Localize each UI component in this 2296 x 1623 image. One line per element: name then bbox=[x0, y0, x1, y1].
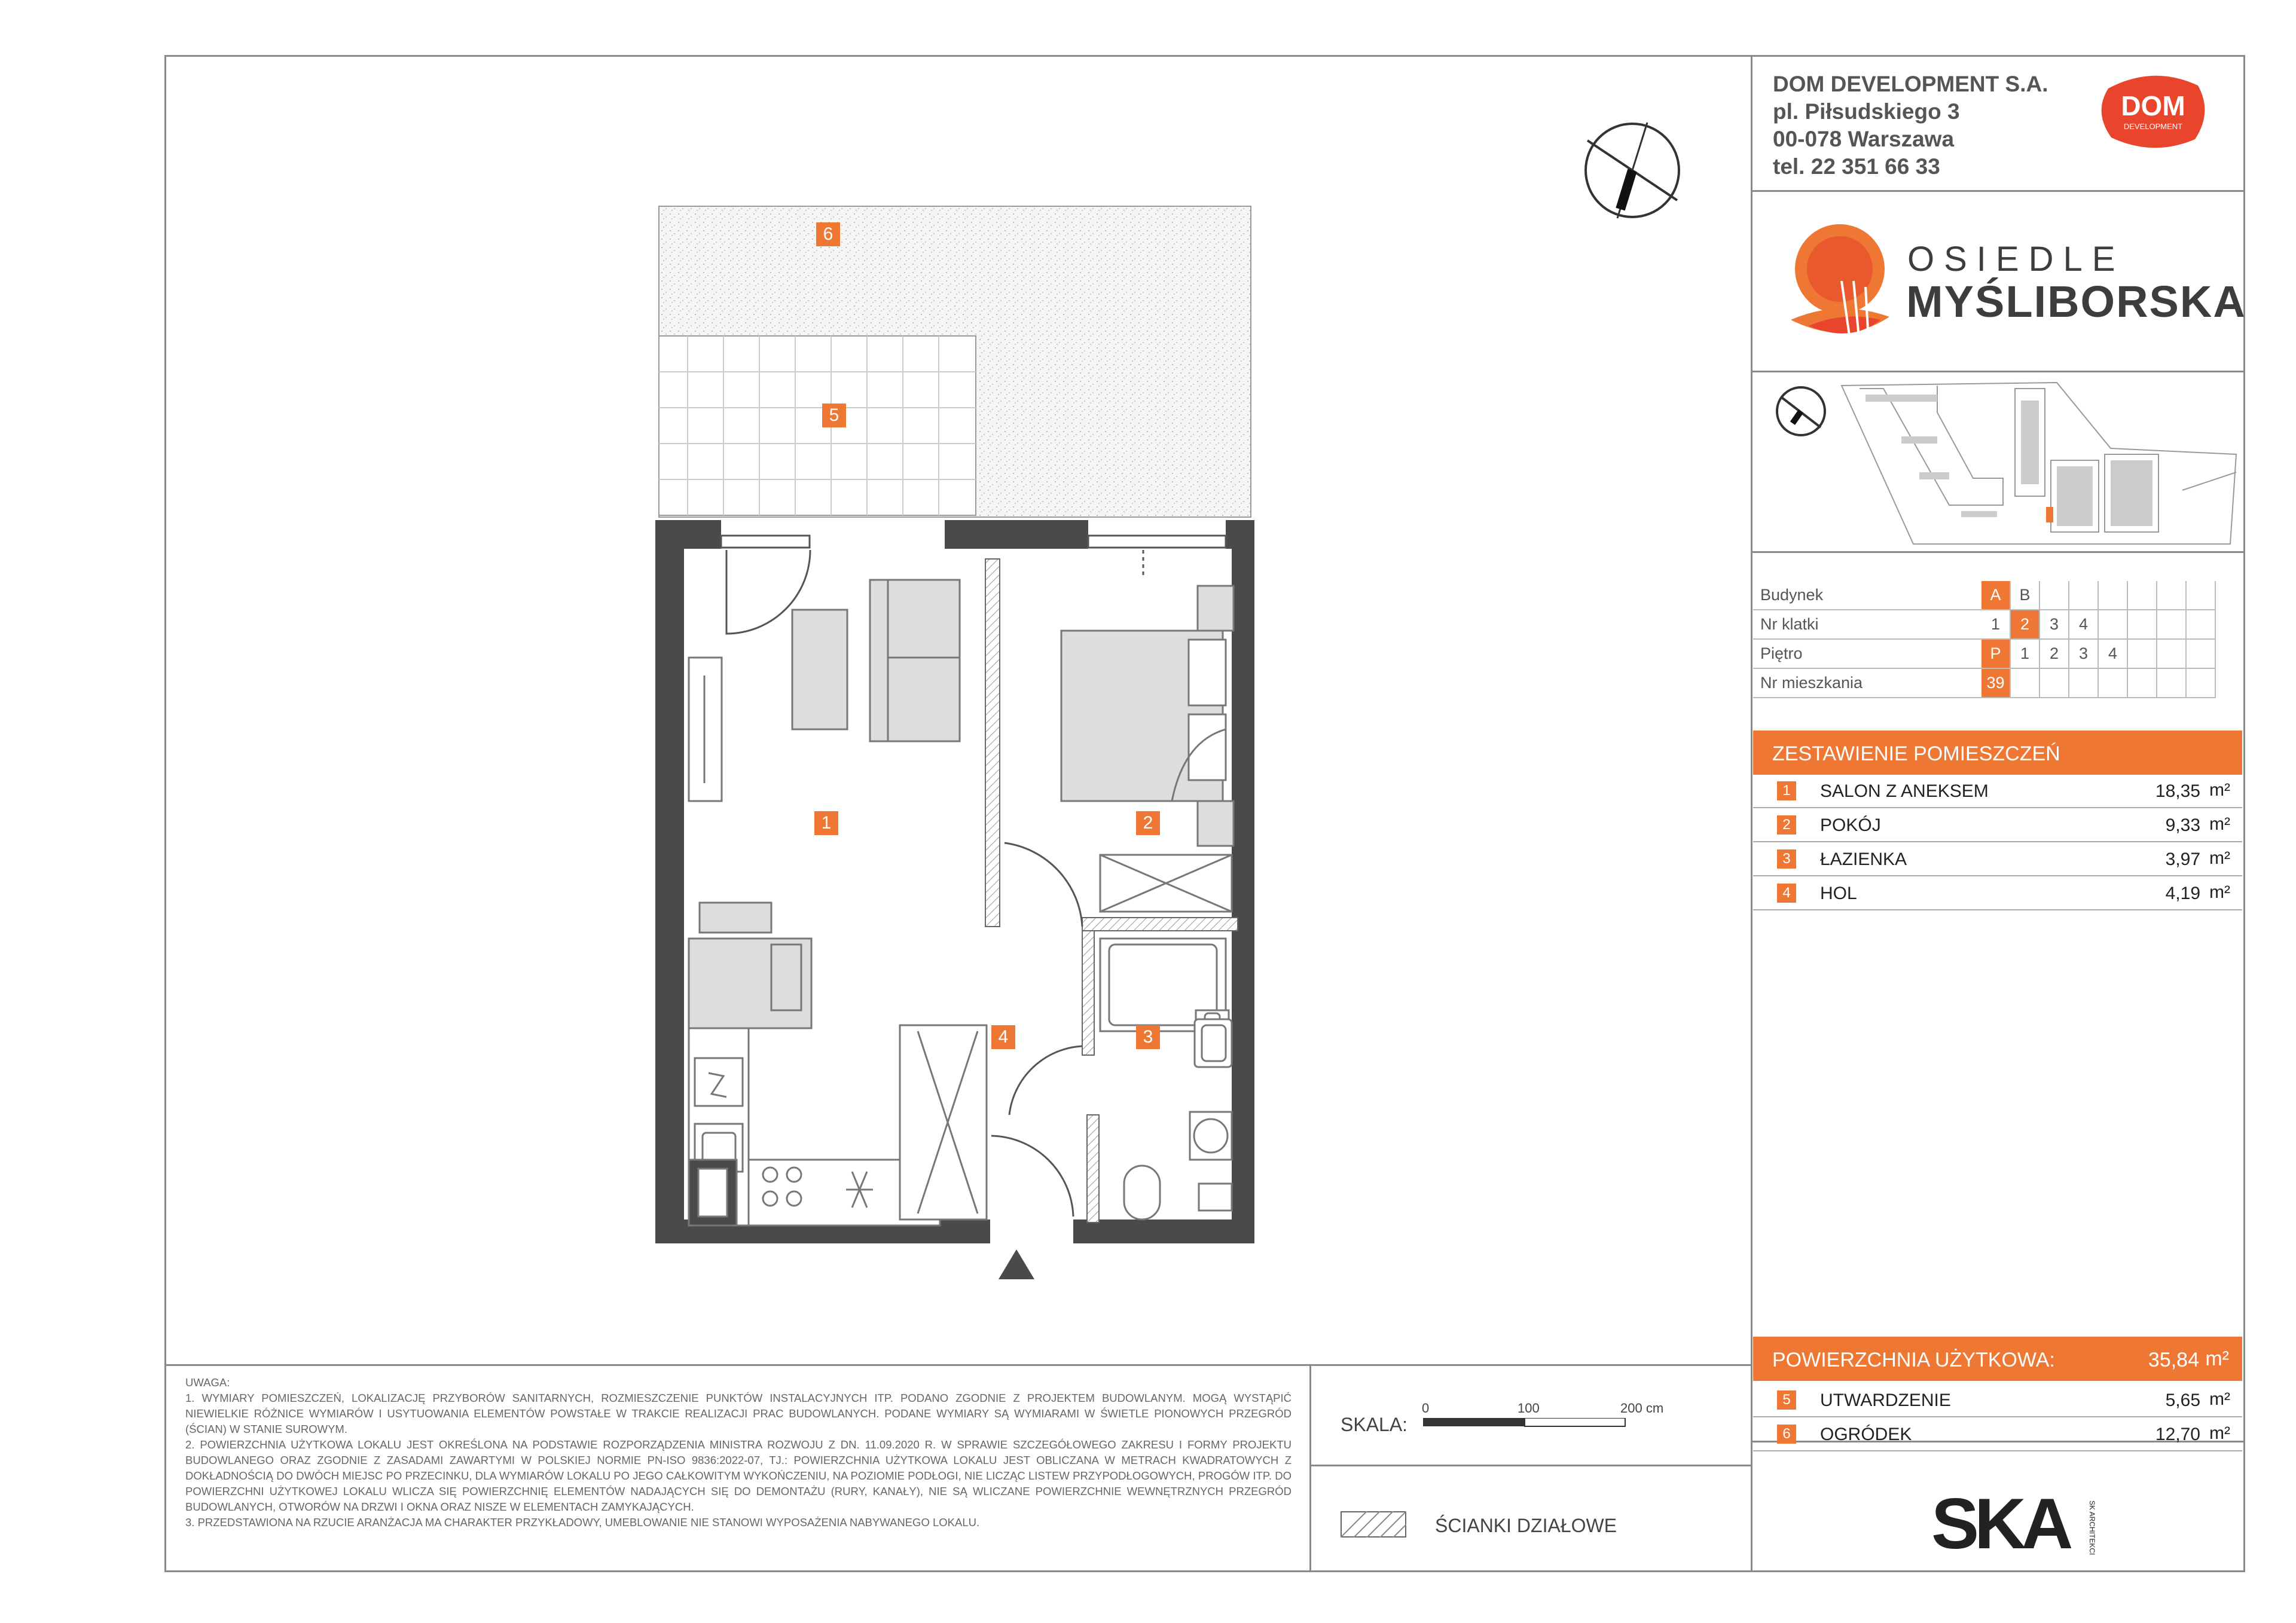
room-unit: m² bbox=[2209, 1423, 2230, 1443]
rooms-header-label: ZESTAWIENIE POMIESZCZEŃ bbox=[1772, 742, 2060, 765]
terrace-area bbox=[659, 336, 976, 515]
dining-set bbox=[689, 903, 811, 1028]
room-number: 5 bbox=[1777, 1390, 1796, 1410]
info-cell bbox=[2127, 668, 2157, 698]
info-cell bbox=[2039, 581, 2069, 610]
company-name: DOM DEVELOPMENT S.A. bbox=[1773, 72, 2048, 96]
notes-scale-divider bbox=[1309, 1364, 1311, 1572]
info-row-label: Piętro bbox=[1753, 639, 1981, 668]
note-2: 2. POWIERZCHNIA UŻYTKOWA LOKALU JEST OKREŚLONA NA PODSTAWIE ROZPORZĄDZENIA MINISTRA ROZWOJU Z DN. 11.09.2020 R. W SPRAWIE SZCZEGÓŁOWEGO ZAKRESU I FORMY PROJEKTU BUDOWLANEGO ORAZ ZGODNIE Z ZASADAMI ZAWARTYMI W POLSKIEJ NORMIE PN-ISO 9836:2022-07, TJ.: POWIERZCHNIA UŻYTKOWA LOKALU JEST OBLICZANA W METRACH KWADRATOWYCH Z DOKŁADNOŚCIĄ DO DWÓCH MIEJSC PO PRZECINKU, DLA WYMIARÓW LOKALU PO JEGO CAŁKOWITYM WYKOŃCZENIU, NA POZIOMIE PODŁOGI, NIE LICZĄC LISTEW PRZYPODŁOGOWYCH, PROGÓW ITP. DO POWIERZCHNI UŻYTKOWEJ LOKALU WLICZA SIĘ POWIERZCHNIĘ ELEMENTÓW NADAJĄCYCH SIĘ DO DEMONTAŻU (RURY, KANAŁY), NIE SĄ WLICZANE POWIERZCHNIE WEWNĘTRZNYCH PRZEGRÓD BUDOWLANYCH, OTWORÓW NA DRZWI I OKNA ORAZ NISZE W ELEMENTACH ZAMYKAJĄCYCH. bbox=[185, 1438, 1292, 1513]
room-unit: m² bbox=[2209, 848, 2230, 868]
room-name: HOL bbox=[1820, 884, 1857, 903]
room-number: 3 bbox=[1777, 849, 1796, 869]
room-name: SALON Z ANEKSEM bbox=[1820, 781, 1989, 801]
info-cell: 3 bbox=[2069, 639, 2098, 668]
company-city: 00-078 Warszawa bbox=[1773, 127, 1955, 151]
ska-architect-logo bbox=[1931, 1488, 2111, 1560]
info-cell bbox=[2157, 581, 2186, 610]
room-name: POKÓJ bbox=[1820, 815, 1881, 835]
header-divider-1 bbox=[1751, 190, 2245, 192]
info-cell: 1 bbox=[1981, 610, 2010, 639]
plan-tag-2: 2 bbox=[1136, 811, 1160, 835]
info-cell: A bbox=[1981, 581, 2010, 610]
info-row-label: Nr klatki bbox=[1753, 610, 1981, 639]
info-cell bbox=[2157, 610, 2186, 639]
info-cell bbox=[2127, 610, 2157, 639]
plan-tag-6: 6 bbox=[816, 222, 840, 246]
info-row bbox=[1753, 639, 2215, 668]
info-cell bbox=[2186, 668, 2215, 698]
notes-block bbox=[185, 1375, 1292, 1530]
sofa bbox=[870, 580, 960, 741]
usable-area-label: POWIERZCHNIA UŻYTKOWA: bbox=[1772, 1349, 2055, 1371]
info-row bbox=[1753, 610, 2215, 639]
scale-tick-0: 0 bbox=[1422, 1401, 1430, 1416]
room-row bbox=[1753, 843, 2242, 876]
header-divider-2 bbox=[1751, 371, 2245, 372]
panel-divider bbox=[1751, 55, 1752, 1572]
info-cell bbox=[2186, 581, 2215, 610]
scale-bar bbox=[1423, 1418, 1626, 1430]
brand-line-1: OSIEDLE bbox=[1907, 240, 2125, 279]
room-row bbox=[1753, 1418, 2242, 1451]
ska-logo-text: SKA bbox=[1931, 1488, 2069, 1560]
room-area: 18,35 bbox=[2155, 781, 2200, 801]
north-compass-icon bbox=[1578, 117, 1686, 224]
info-cell bbox=[2039, 668, 2069, 698]
apartment-marker bbox=[2046, 507, 2053, 522]
scale-tick-100: 100 bbox=[1518, 1401, 1540, 1416]
info-row-label: Nr mieszkania bbox=[1753, 668, 1981, 698]
room-row bbox=[1753, 775, 2242, 808]
header-divider-3 bbox=[1751, 551, 2245, 553]
info-cell bbox=[2186, 639, 2215, 668]
ska-logo-subtext: SK ARCHITEKCI bbox=[2088, 1500, 2096, 1555]
dom-logo-text: DOM bbox=[2121, 90, 2185, 121]
info-cell: B bbox=[2010, 581, 2039, 610]
brand-line-2: MYŚLIBORSKA bbox=[1906, 277, 2246, 326]
plan-tag-4: 4 bbox=[991, 1025, 1015, 1049]
room-area: 9,33 bbox=[2165, 815, 2200, 835]
osiedle-sun-icon bbox=[1785, 221, 1892, 347]
legend-partition-walls: ŚCIANKI DZIAŁOWE bbox=[1435, 1515, 1617, 1536]
room-name: UTWARDZENIE bbox=[1820, 1390, 1951, 1410]
room-name: ŁAZIENKA bbox=[1820, 849, 1907, 869]
notes-divider bbox=[164, 1364, 1752, 1366]
room-area: 3,97 bbox=[2165, 849, 2200, 869]
info-cell bbox=[2127, 639, 2157, 668]
info-row bbox=[1753, 581, 2215, 610]
scale-label: SKALA: bbox=[1341, 1414, 1408, 1435]
info-cell bbox=[2157, 639, 2186, 668]
room-number: 2 bbox=[1777, 815, 1796, 835]
room-name: OGRÓDEK bbox=[1820, 1425, 1912, 1444]
room-number: 1 bbox=[1777, 781, 1796, 800]
plan-tag-5: 5 bbox=[822, 404, 846, 427]
info-table bbox=[1753, 581, 2216, 698]
room-row bbox=[1753, 877, 2242, 910]
info-cell: 1 bbox=[2010, 639, 2039, 668]
company-street: pl. Piłsudskiego 3 bbox=[1773, 99, 1960, 124]
info-cell bbox=[2186, 610, 2215, 639]
info-row bbox=[1753, 668, 2215, 698]
info-cell: P bbox=[1981, 639, 2010, 668]
usable-area-bar bbox=[1753, 1337, 2242, 1381]
note-3: 3. PRZEDSTAWIONA NA RZUCIE ARANŻACJA MA CHARAKTER PRZYKŁADOWY, UMEBLOWANIE NIE STANOWI WYPOSAŻENIA NABYWANEGO LOKALU. bbox=[185, 1516, 980, 1529]
room-unit: m² bbox=[2209, 780, 2230, 800]
info-cell: 3 bbox=[2039, 610, 2069, 639]
info-cell: 4 bbox=[2098, 639, 2127, 668]
info-cell bbox=[2010, 668, 2039, 698]
partition-wall-swatch bbox=[1341, 1511, 1406, 1538]
info-cell bbox=[2098, 610, 2127, 639]
info-cell bbox=[2069, 668, 2098, 698]
room-area: 5,65 bbox=[2165, 1390, 2200, 1410]
info-cell: 39 bbox=[1981, 668, 2010, 698]
room-number: 6 bbox=[1777, 1425, 1796, 1444]
info-cell bbox=[2157, 668, 2186, 698]
info-cell: 4 bbox=[2069, 610, 2098, 639]
entrance-arrow-icon bbox=[999, 1249, 1034, 1279]
company-phone: tel. 22 351 66 33 bbox=[1773, 154, 1940, 179]
info-cell bbox=[2069, 581, 2098, 610]
scale-tick-200: 200 cm bbox=[1620, 1401, 1664, 1416]
room-area: 12,70 bbox=[2155, 1425, 2200, 1444]
info-cell bbox=[2098, 668, 2127, 698]
info-cell bbox=[2098, 581, 2127, 610]
info-cell bbox=[2127, 581, 2157, 610]
usable-area-unit: m² bbox=[2205, 1347, 2229, 1370]
plan-tag-1: 1 bbox=[814, 811, 838, 835]
notes-title: UWAGA: bbox=[185, 1376, 230, 1389]
plan-tag-3: 3 bbox=[1136, 1025, 1160, 1049]
info-cell: 2 bbox=[2039, 639, 2069, 668]
dom-logo-subtext: DEVELOPMENT bbox=[2123, 122, 2183, 131]
info-row-label: Budynek bbox=[1753, 581, 1981, 610]
dom-development-logo bbox=[2096, 71, 2210, 154]
scale-legend-divider bbox=[1309, 1465, 1752, 1466]
info-cell: 2 bbox=[2010, 610, 2039, 639]
room-unit: m² bbox=[2209, 882, 2230, 902]
wardrobe bbox=[1100, 855, 1232, 912]
coffee-table bbox=[792, 610, 847, 729]
toilet bbox=[1124, 1166, 1160, 1219]
site-location-map bbox=[1764, 377, 2242, 550]
room-number: 4 bbox=[1777, 884, 1796, 903]
usable-area-value: 35,84 bbox=[2148, 1349, 2199, 1371]
note-1: 1. WYMIARY POMIESZCZEŃ, LOKALIZACJĘ PRZYBORÓW SANITARNYCH, ROZMIESZCZENIE PUNKTÓW INSTALACYJNYCH ITP. PODANO ZGODNIE Z PROJEKTEM BUDOWLANYM. MOGĄ WYSTĄPIĆ NIEWIELKIE RÓŻNICE WYMIARÓW I USYTUOWANIA ELEMENTÓW POWSTAŁE W TRAKCIE REALIZACJI PRAC BUDOWLANYCH. PODANE WYMIARY SĄ WYMIARAMI W ŚWIETLE PIONOWYCH PRZEGRÓD (ŚCIAN) W STANIE SUROWYM. bbox=[185, 1392, 1292, 1435]
room-row bbox=[1753, 1384, 2242, 1417]
room-row bbox=[1753, 809, 2242, 842]
floor-plan bbox=[652, 203, 1274, 1279]
rooms-header bbox=[1753, 730, 2242, 775]
bed bbox=[1061, 631, 1226, 801]
room-unit: m² bbox=[2209, 1389, 2230, 1409]
company-address bbox=[1773, 71, 2048, 181]
hall-wardrobe bbox=[900, 1025, 987, 1219]
room-unit: m² bbox=[2209, 814, 2230, 834]
room-area: 4,19 bbox=[2165, 884, 2200, 903]
